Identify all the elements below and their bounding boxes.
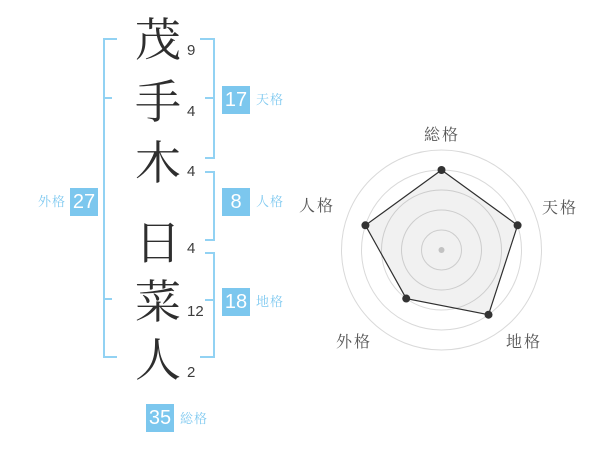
jinkaku-badge: 8 (222, 188, 250, 216)
radar-data-point (402, 295, 410, 303)
radar-center-dot (439, 247, 445, 253)
radar-data-point (485, 311, 493, 319)
soukaku-label: 総格 (180, 411, 209, 426)
name-char: 茂 (135, 14, 181, 66)
radar-series (361, 166, 521, 319)
stroke-count: 2 (187, 364, 196, 381)
radar-axis-label-gaikaku: 外格 (335, 334, 373, 351)
radar-data-point (438, 166, 446, 174)
name-char: 人 (135, 334, 181, 386)
name-char: 手 (135, 76, 181, 128)
gaikaku-badge: 27 (70, 188, 98, 216)
stroke-count: 4 (187, 103, 196, 120)
radar-axis-label-chikaku: 地格 (505, 334, 543, 351)
radar-data-point (361, 221, 369, 229)
stroke-count: 4 (187, 240, 196, 257)
name-char: 菜 (135, 276, 181, 328)
radar-axis-label-tenkaku: 天格 (541, 200, 579, 217)
radar-axis-label-soukaku: 総格 (423, 127, 461, 144)
gaikaku-label: 外格 (37, 194, 66, 209)
name-char: 木 (135, 137, 181, 189)
radar-data-point (514, 221, 522, 229)
soukaku-badge: 35 (146, 404, 174, 432)
radar-data-polygon (365, 170, 517, 315)
tenkaku-label: 天格 (256, 92, 285, 107)
jinkaku-label: 人格 (256, 194, 285, 209)
stroke-count: 9 (187, 42, 196, 59)
stroke-count: 4 (187, 163, 196, 180)
chikaku-badge: 18 (222, 288, 250, 316)
tenkaku-badge: 17 (222, 86, 250, 114)
name-char: 日 (135, 217, 181, 269)
chikaku-label: 地格 (256, 294, 285, 309)
radar-axis-label-jinkaku: 人格 (298, 198, 336, 215)
stroke-count: 12 (187, 303, 204, 320)
